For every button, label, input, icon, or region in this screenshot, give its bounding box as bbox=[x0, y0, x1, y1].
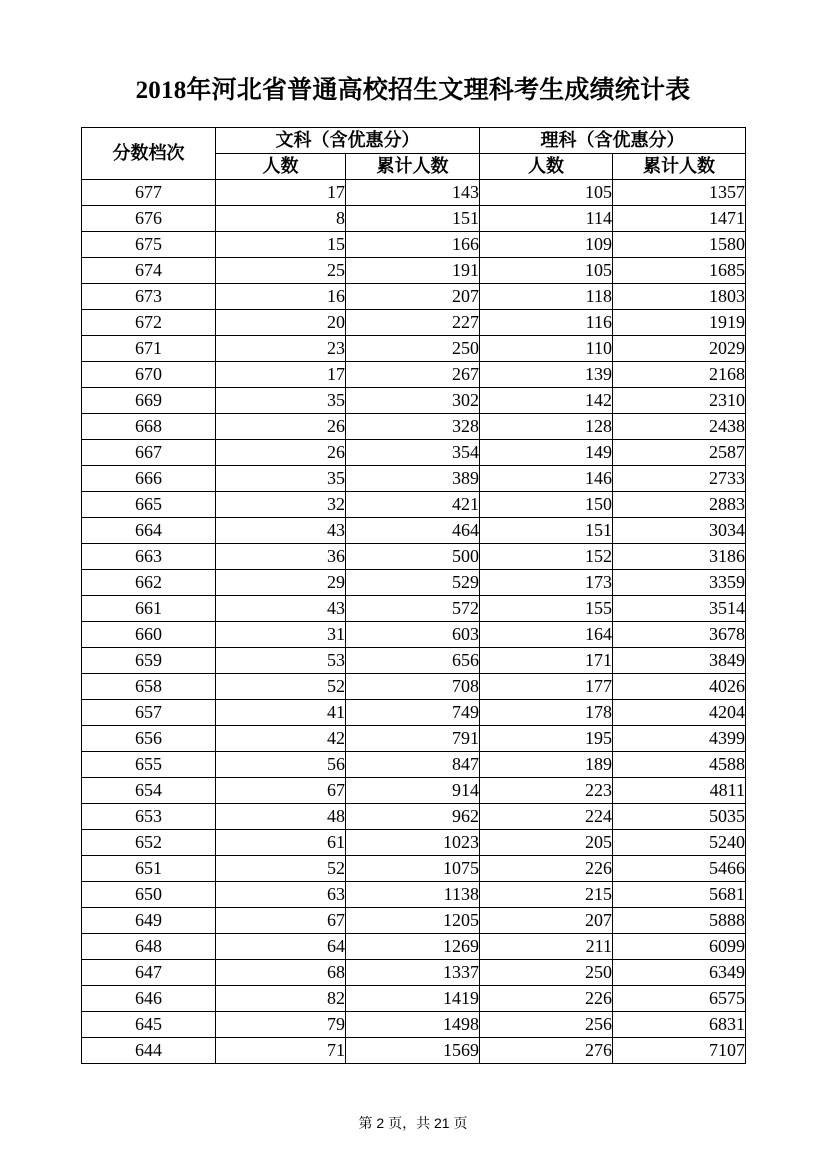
table-row bbox=[82, 596, 746, 622]
cell-liberal-arts-cumulative: 464 bbox=[346, 518, 480, 544]
cell-science-count: 215 bbox=[480, 882, 613, 908]
table-row bbox=[82, 388, 746, 414]
cell-liberal-arts-cumulative: 529 bbox=[346, 570, 480, 596]
cell-liberal-arts-count: 8 bbox=[216, 206, 346, 232]
cell-liberal-arts-cumulative: 421 bbox=[346, 492, 480, 518]
cell-liberal-arts-count: 52 bbox=[216, 674, 346, 700]
table-row bbox=[82, 544, 746, 570]
table-row bbox=[82, 986, 746, 1012]
cell-science-count: 224 bbox=[480, 804, 613, 830]
cell-score-band: 657 bbox=[82, 700, 216, 726]
cell-liberal-arts-cumulative: 914 bbox=[346, 778, 480, 804]
cell-science-cumulative: 3034 bbox=[613, 518, 746, 544]
table-row bbox=[82, 882, 746, 908]
cell-liberal-arts-cumulative: 603 bbox=[346, 622, 480, 648]
cell-science-cumulative: 6831 bbox=[613, 1012, 746, 1038]
header-science-cumulative: 累计人数 bbox=[613, 154, 746, 180]
cell-science-count: 150 bbox=[480, 492, 613, 518]
cell-science-cumulative: 2310 bbox=[613, 388, 746, 414]
cell-liberal-arts-count: 71 bbox=[216, 1038, 346, 1064]
cell-science-count: 146 bbox=[480, 466, 613, 492]
cell-score-band: 661 bbox=[82, 596, 216, 622]
cell-liberal-arts-cumulative: 389 bbox=[346, 466, 480, 492]
cell-score-band: 644 bbox=[82, 1038, 216, 1064]
cell-liberal-arts-count: 36 bbox=[216, 544, 346, 570]
header-score-band: 分数档次 bbox=[82, 128, 216, 180]
cell-science-cumulative: 4204 bbox=[613, 700, 746, 726]
table-header-row-groups bbox=[82, 128, 746, 154]
cell-science-count: 152 bbox=[480, 544, 613, 570]
cell-liberal-arts-count: 68 bbox=[216, 960, 346, 986]
cell-science-count: 164 bbox=[480, 622, 613, 648]
cell-science-cumulative: 5240 bbox=[613, 830, 746, 856]
cell-liberal-arts-cumulative: 328 bbox=[346, 414, 480, 440]
cell-science-cumulative: 7107 bbox=[613, 1038, 746, 1064]
table-row bbox=[82, 622, 746, 648]
cell-science-count: 171 bbox=[480, 648, 613, 674]
cell-liberal-arts-cumulative: 1569 bbox=[346, 1038, 480, 1064]
cell-science-cumulative: 5035 bbox=[613, 804, 746, 830]
cell-science-cumulative: 5466 bbox=[613, 856, 746, 882]
cell-science-count: 109 bbox=[480, 232, 613, 258]
cell-liberal-arts-cumulative: 572 bbox=[346, 596, 480, 622]
cell-science-cumulative: 6349 bbox=[613, 960, 746, 986]
cell-score-band: 658 bbox=[82, 674, 216, 700]
cell-science-count: 177 bbox=[480, 674, 613, 700]
cell-liberal-arts-count: 15 bbox=[216, 232, 346, 258]
cell-science-cumulative: 4588 bbox=[613, 752, 746, 778]
header-liberal-arts-count: 人数 bbox=[216, 154, 346, 180]
cell-liberal-arts-count: 42 bbox=[216, 726, 346, 752]
cell-score-band: 673 bbox=[82, 284, 216, 310]
cell-liberal-arts-count: 48 bbox=[216, 804, 346, 830]
cell-score-band: 666 bbox=[82, 466, 216, 492]
cell-score-band: 650 bbox=[82, 882, 216, 908]
cell-liberal-arts-count: 67 bbox=[216, 778, 346, 804]
cell-liberal-arts-count: 23 bbox=[216, 336, 346, 362]
cell-score-band: 675 bbox=[82, 232, 216, 258]
table-row bbox=[82, 284, 746, 310]
cell-liberal-arts-cumulative: 250 bbox=[346, 336, 480, 362]
cell-liberal-arts-count: 64 bbox=[216, 934, 346, 960]
cell-score-band: 648 bbox=[82, 934, 216, 960]
cell-score-band: 663 bbox=[82, 544, 216, 570]
table-row bbox=[82, 518, 746, 544]
cell-liberal-arts-count: 43 bbox=[216, 518, 346, 544]
cell-liberal-arts-count: 61 bbox=[216, 830, 346, 856]
cell-liberal-arts-cumulative: 1269 bbox=[346, 934, 480, 960]
cell-liberal-arts-cumulative: 166 bbox=[346, 232, 480, 258]
cell-liberal-arts-count: 26 bbox=[216, 440, 346, 466]
cell-science-cumulative: 1471 bbox=[613, 206, 746, 232]
cell-score-band: 645 bbox=[82, 1012, 216, 1038]
cell-liberal-arts-cumulative: 1337 bbox=[346, 960, 480, 986]
table-row bbox=[82, 310, 746, 336]
cell-score-band: 667 bbox=[82, 440, 216, 466]
cell-liberal-arts-count: 56 bbox=[216, 752, 346, 778]
cell-science-count: 110 bbox=[480, 336, 613, 362]
table-row bbox=[82, 804, 746, 830]
cell-liberal-arts-count: 17 bbox=[216, 362, 346, 388]
cell-score-band: 677 bbox=[82, 180, 216, 206]
table-row bbox=[82, 700, 746, 726]
grade-statistics-table-container bbox=[81, 127, 745, 1064]
cell-liberal-arts-count: 29 bbox=[216, 570, 346, 596]
table-row bbox=[82, 908, 746, 934]
cell-science-count: 116 bbox=[480, 310, 613, 336]
cell-liberal-arts-count: 67 bbox=[216, 908, 346, 934]
cell-score-band: 647 bbox=[82, 960, 216, 986]
table-row bbox=[82, 466, 746, 492]
cell-science-count: 105 bbox=[480, 180, 613, 206]
cell-science-count: 105 bbox=[480, 258, 613, 284]
cell-science-cumulative: 1685 bbox=[613, 258, 746, 284]
cell-liberal-arts-count: 43 bbox=[216, 596, 346, 622]
cell-score-band: 676 bbox=[82, 206, 216, 232]
cell-score-band: 674 bbox=[82, 258, 216, 284]
cell-score-band: 656 bbox=[82, 726, 216, 752]
cell-score-band: 671 bbox=[82, 336, 216, 362]
header-group-science: 理科（含优惠分） bbox=[480, 128, 746, 154]
cell-science-cumulative: 5888 bbox=[613, 908, 746, 934]
cell-liberal-arts-cumulative: 1023 bbox=[346, 830, 480, 856]
cell-science-cumulative: 1919 bbox=[613, 310, 746, 336]
cell-science-count: 250 bbox=[480, 960, 613, 986]
cell-liberal-arts-count: 26 bbox=[216, 414, 346, 440]
cell-liberal-arts-count: 35 bbox=[216, 388, 346, 414]
cell-science-cumulative: 1357 bbox=[613, 180, 746, 206]
cell-liberal-arts-cumulative: 1498 bbox=[346, 1012, 480, 1038]
cell-liberal-arts-count: 79 bbox=[216, 1012, 346, 1038]
table-row bbox=[82, 830, 746, 856]
cell-science-cumulative: 3514 bbox=[613, 596, 746, 622]
cell-science-cumulative: 4811 bbox=[613, 778, 746, 804]
cell-liberal-arts-cumulative: 708 bbox=[346, 674, 480, 700]
cell-science-count: 226 bbox=[480, 856, 613, 882]
cell-score-band: 659 bbox=[82, 648, 216, 674]
table-body bbox=[82, 180, 746, 1064]
header-liberal-arts-cumulative: 累计人数 bbox=[346, 154, 480, 180]
cell-science-count: 207 bbox=[480, 908, 613, 934]
cell-liberal-arts-count: 52 bbox=[216, 856, 346, 882]
table-row bbox=[82, 206, 746, 232]
cell-science-count: 205 bbox=[480, 830, 613, 856]
cell-science-cumulative: 3678 bbox=[613, 622, 746, 648]
cell-science-count: 128 bbox=[480, 414, 613, 440]
cell-liberal-arts-cumulative: 500 bbox=[346, 544, 480, 570]
cell-science-cumulative: 3359 bbox=[613, 570, 746, 596]
cell-score-band: 664 bbox=[82, 518, 216, 544]
cell-science-count: 118 bbox=[480, 284, 613, 310]
cell-liberal-arts-cumulative: 354 bbox=[346, 440, 480, 466]
table-row bbox=[82, 362, 746, 388]
cell-liberal-arts-count: 16 bbox=[216, 284, 346, 310]
cell-liberal-arts-cumulative: 962 bbox=[346, 804, 480, 830]
page-title: 2018年河北省普通高校招生文理科考生成绩统计表 bbox=[135, 77, 691, 104]
cell-science-cumulative: 1803 bbox=[613, 284, 746, 310]
header-group-liberal-arts: 文科（含优惠分） bbox=[216, 128, 480, 154]
cell-liberal-arts-cumulative: 1075 bbox=[346, 856, 480, 882]
cell-liberal-arts-count: 41 bbox=[216, 700, 346, 726]
cell-liberal-arts-cumulative: 207 bbox=[346, 284, 480, 310]
cell-science-count: 226 bbox=[480, 986, 613, 1012]
cell-liberal-arts-count: 82 bbox=[216, 986, 346, 1012]
cell-score-band: 662 bbox=[82, 570, 216, 596]
cell-score-band: 665 bbox=[82, 492, 216, 518]
cell-score-band: 646 bbox=[82, 986, 216, 1012]
cell-liberal-arts-cumulative: 1419 bbox=[346, 986, 480, 1012]
cell-science-cumulative: 5681 bbox=[613, 882, 746, 908]
table-row bbox=[82, 648, 746, 674]
cell-science-cumulative: 6575 bbox=[613, 986, 746, 1012]
cell-science-count: 149 bbox=[480, 440, 613, 466]
cell-science-count: 189 bbox=[480, 752, 613, 778]
table-row bbox=[82, 1038, 746, 1064]
cell-liberal-arts-cumulative: 302 bbox=[346, 388, 480, 414]
cell-liberal-arts-cumulative: 227 bbox=[346, 310, 480, 336]
cell-score-band: 651 bbox=[82, 856, 216, 882]
cell-science-count: 155 bbox=[480, 596, 613, 622]
cell-science-count: 151 bbox=[480, 518, 613, 544]
header-science-count: 人数 bbox=[480, 154, 613, 180]
cell-science-cumulative: 4026 bbox=[613, 674, 746, 700]
cell-liberal-arts-count: 35 bbox=[216, 466, 346, 492]
cell-score-band: 669 bbox=[82, 388, 216, 414]
cell-liberal-arts-count: 25 bbox=[216, 258, 346, 284]
table-row bbox=[82, 440, 746, 466]
cell-score-band: 672 bbox=[82, 310, 216, 336]
cell-liberal-arts-count: 17 bbox=[216, 180, 346, 206]
table-row bbox=[82, 232, 746, 258]
cell-liberal-arts-cumulative: 1205 bbox=[346, 908, 480, 934]
page-footer: 第 2 页，共 21 页 bbox=[358, 1115, 468, 1131]
cell-science-count: 276 bbox=[480, 1038, 613, 1064]
cell-science-count: 195 bbox=[480, 726, 613, 752]
cell-science-cumulative: 4399 bbox=[613, 726, 746, 752]
cell-science-count: 173 bbox=[480, 570, 613, 596]
cell-science-cumulative: 6099 bbox=[613, 934, 746, 960]
cell-score-band: 670 bbox=[82, 362, 216, 388]
table-row bbox=[82, 778, 746, 804]
table-row bbox=[82, 336, 746, 362]
table-row bbox=[82, 414, 746, 440]
cell-liberal-arts-cumulative: 191 bbox=[346, 258, 480, 284]
cell-liberal-arts-cumulative: 847 bbox=[346, 752, 480, 778]
table-row bbox=[82, 674, 746, 700]
table-row bbox=[82, 570, 746, 596]
cell-science-cumulative: 2733 bbox=[613, 466, 746, 492]
cell-liberal-arts-cumulative: 143 bbox=[346, 180, 480, 206]
cell-score-band: 649 bbox=[82, 908, 216, 934]
table-row bbox=[82, 258, 746, 284]
cell-science-cumulative: 2587 bbox=[613, 440, 746, 466]
cell-science-cumulative: 3186 bbox=[613, 544, 746, 570]
cell-score-band: 653 bbox=[82, 804, 216, 830]
table-header bbox=[82, 128, 746, 180]
cell-liberal-arts-cumulative: 267 bbox=[346, 362, 480, 388]
cell-science-cumulative: 2029 bbox=[613, 336, 746, 362]
cell-science-count: 178 bbox=[480, 700, 613, 726]
cell-science-count: 114 bbox=[480, 206, 613, 232]
cell-liberal-arts-count: 20 bbox=[216, 310, 346, 336]
table-row bbox=[82, 960, 746, 986]
cell-science-count: 211 bbox=[480, 934, 613, 960]
cell-liberal-arts-cumulative: 791 bbox=[346, 726, 480, 752]
table-row bbox=[82, 752, 746, 778]
table-row bbox=[82, 1012, 746, 1038]
cell-liberal-arts-count: 31 bbox=[216, 622, 346, 648]
cell-science-count: 223 bbox=[480, 778, 613, 804]
table-row bbox=[82, 856, 746, 882]
cell-liberal-arts-cumulative: 749 bbox=[346, 700, 480, 726]
cell-science-count: 256 bbox=[480, 1012, 613, 1038]
cell-science-cumulative: 2168 bbox=[613, 362, 746, 388]
grade-statistics-table bbox=[81, 127, 746, 1064]
cell-score-band: 660 bbox=[82, 622, 216, 648]
cell-score-band: 652 bbox=[82, 830, 216, 856]
cell-liberal-arts-count: 32 bbox=[216, 492, 346, 518]
cell-science-cumulative: 2438 bbox=[613, 414, 746, 440]
cell-science-cumulative: 1580 bbox=[613, 232, 746, 258]
cell-science-cumulative: 2883 bbox=[613, 492, 746, 518]
table-row bbox=[82, 180, 746, 206]
cell-liberal-arts-cumulative: 1138 bbox=[346, 882, 480, 908]
cell-liberal-arts-cumulative: 656 bbox=[346, 648, 480, 674]
table-row bbox=[82, 934, 746, 960]
cell-liberal-arts-cumulative: 151 bbox=[346, 206, 480, 232]
cell-science-cumulative: 3849 bbox=[613, 648, 746, 674]
table-row bbox=[82, 492, 746, 518]
cell-liberal-arts-count: 53 bbox=[216, 648, 346, 674]
cell-science-count: 139 bbox=[480, 362, 613, 388]
cell-liberal-arts-count: 63 bbox=[216, 882, 346, 908]
cell-science-count: 142 bbox=[480, 388, 613, 414]
cell-score-band: 668 bbox=[82, 414, 216, 440]
cell-score-band: 654 bbox=[82, 778, 216, 804]
table-row bbox=[82, 726, 746, 752]
cell-score-band: 655 bbox=[82, 752, 216, 778]
